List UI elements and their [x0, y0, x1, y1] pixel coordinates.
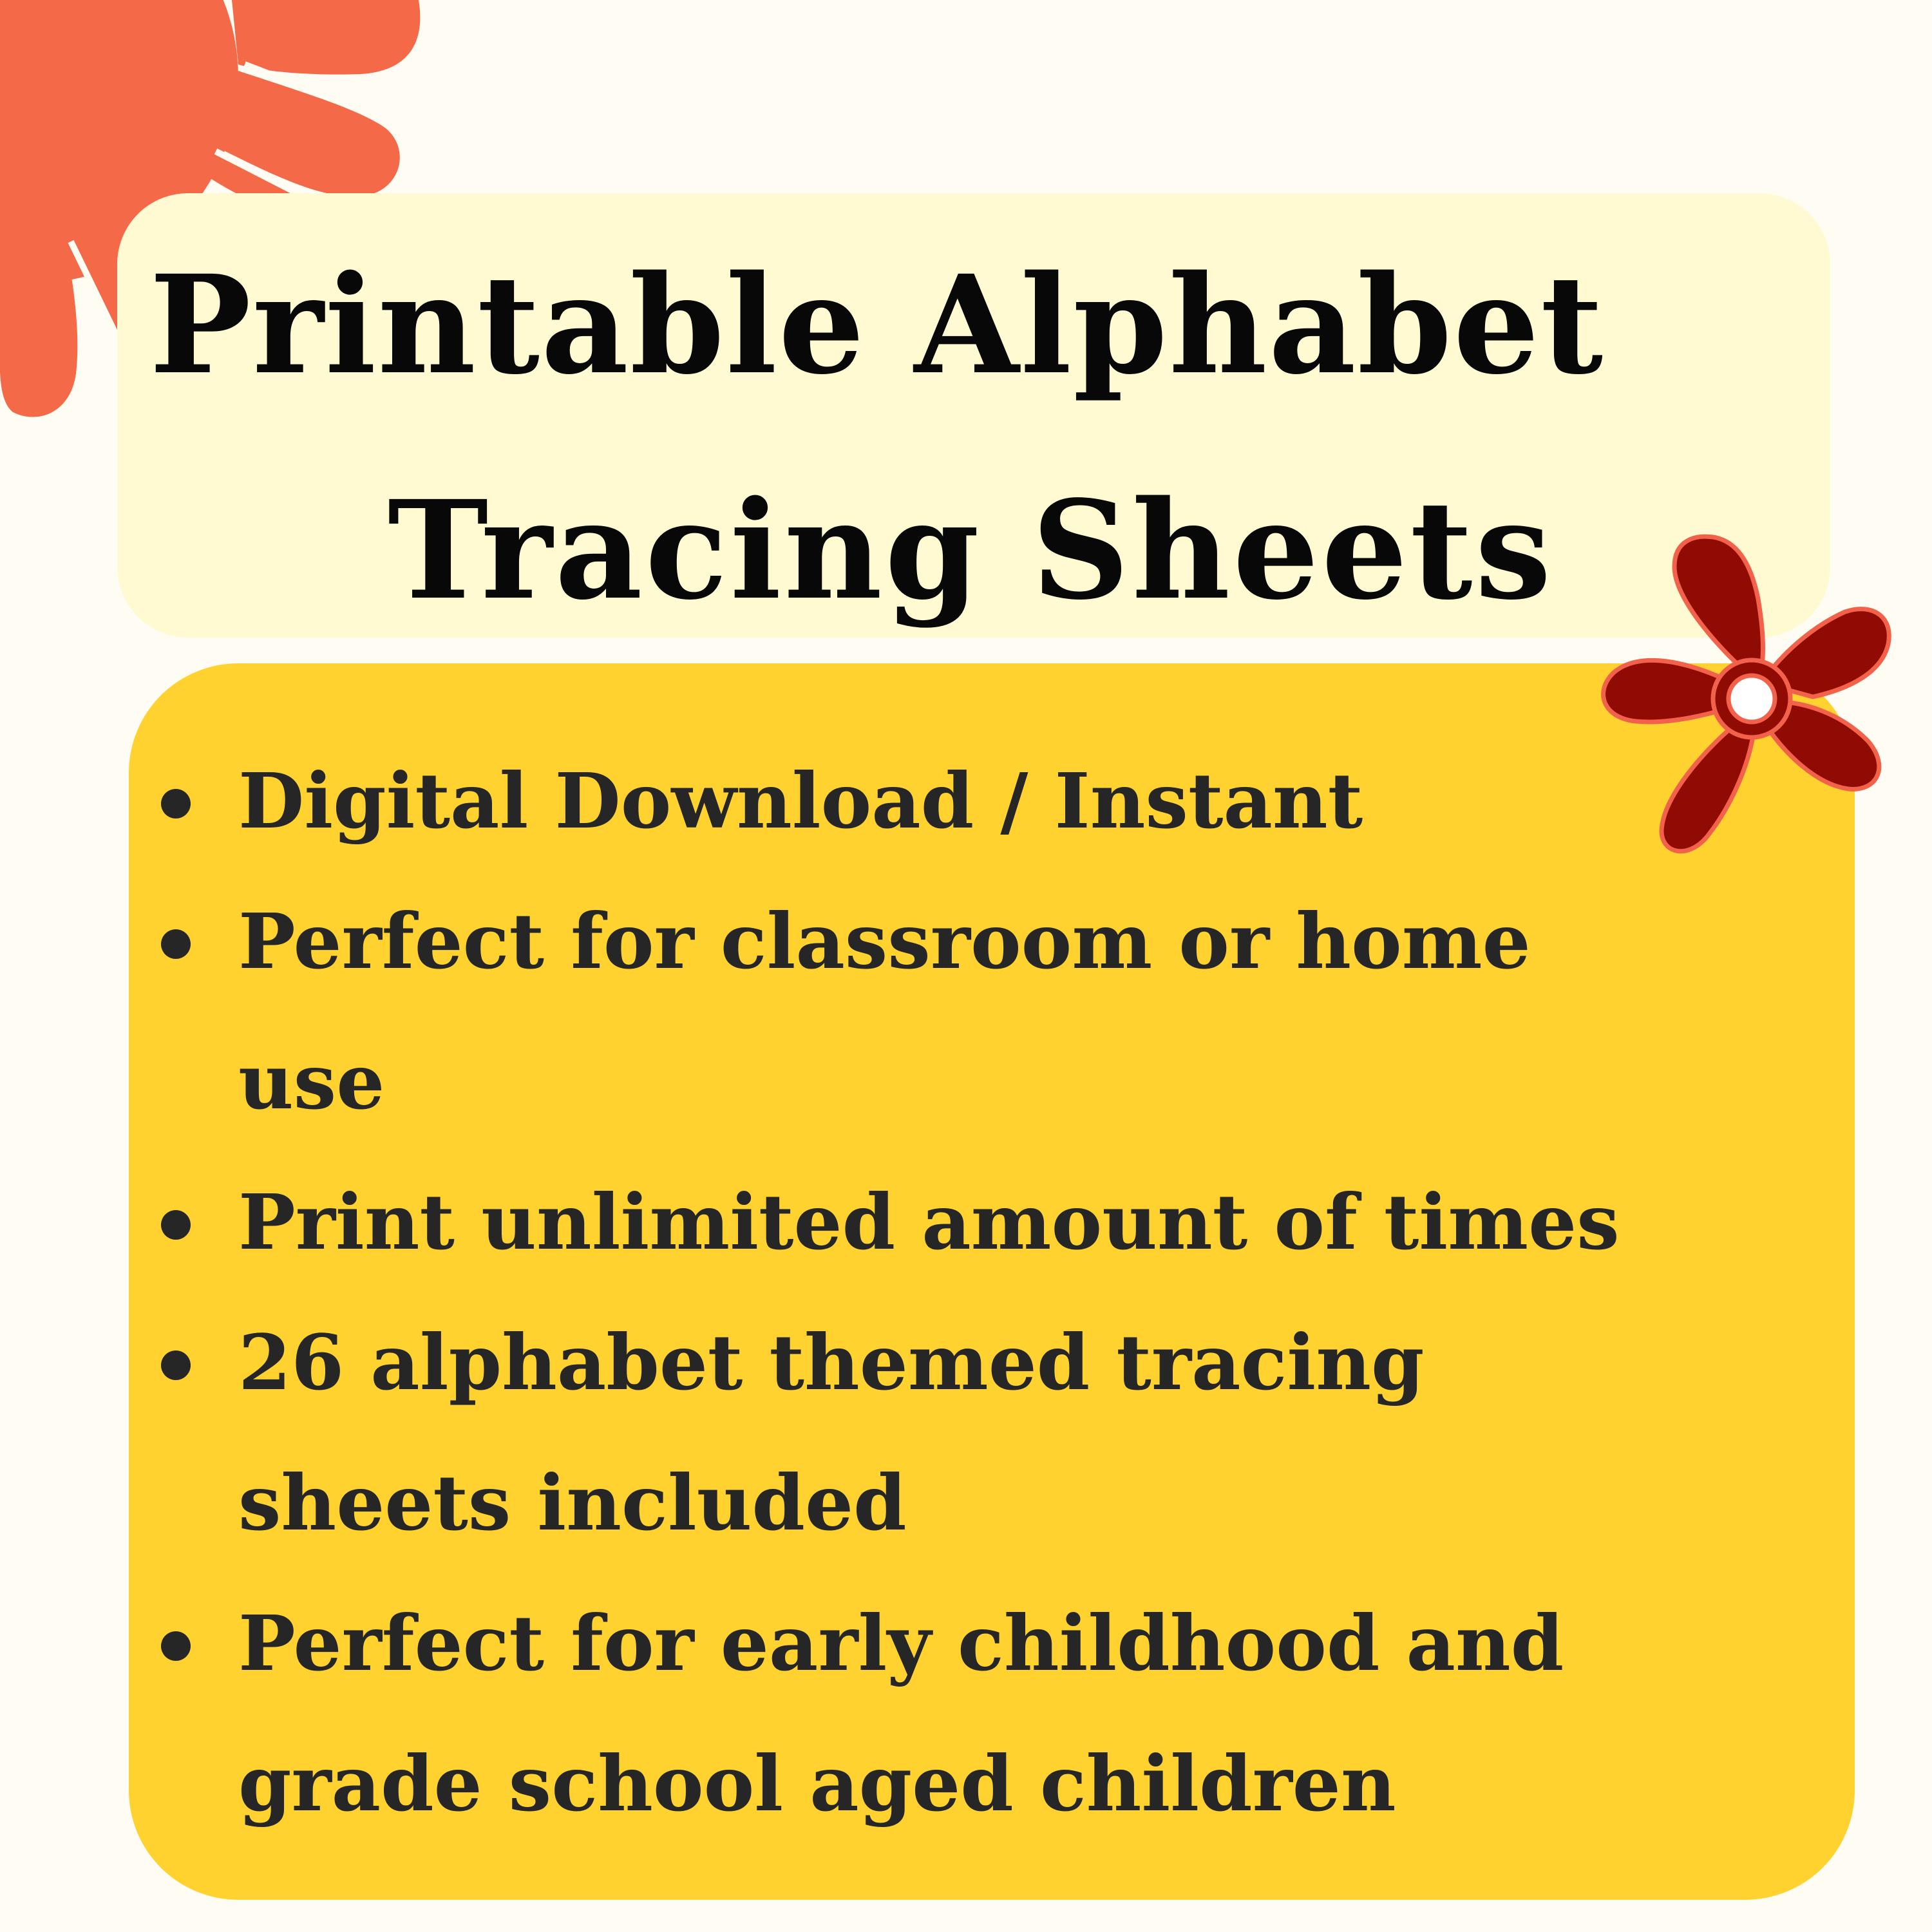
bullet-icon [161, 1210, 191, 1240]
bullet-icon [161, 1350, 191, 1380]
bullet-icon [161, 789, 191, 819]
feature-text: Print unlimited amount of times [238, 1177, 1620, 1267]
title-line-1: Printable Alphabet [149, 245, 1605, 404]
title-line-2: Tracing Sheets [388, 471, 1554, 630]
feature-item [129, 1152, 1803, 1293]
red-flower-icon [1591, 528, 1893, 863]
feature-text-continued: grade school aged children [238, 1739, 1396, 1828]
feature-text-continued: use [238, 1037, 385, 1126]
feature-text: 26 alphabet themed tracing [238, 1318, 1425, 1407]
bullet-icon [161, 1631, 191, 1661]
feature-text: Perfect for early childhood and [238, 1598, 1564, 1688]
sun-petal-top [232, 0, 420, 75]
feature-item [129, 1293, 1803, 1573]
feature-item [129, 1573, 1803, 1854]
bullet-icon [161, 929, 191, 959]
feature-item [129, 871, 1803, 1152]
title-panel [117, 193, 1830, 638]
feature-item [129, 731, 1803, 871]
feature-text: Digital Download / Instant [238, 756, 1363, 846]
feature-text: Perfect for classroom or home [238, 896, 1531, 986]
feature-text-continued: sheets included [238, 1458, 907, 1548]
red-flower-center [1728, 676, 1775, 722]
